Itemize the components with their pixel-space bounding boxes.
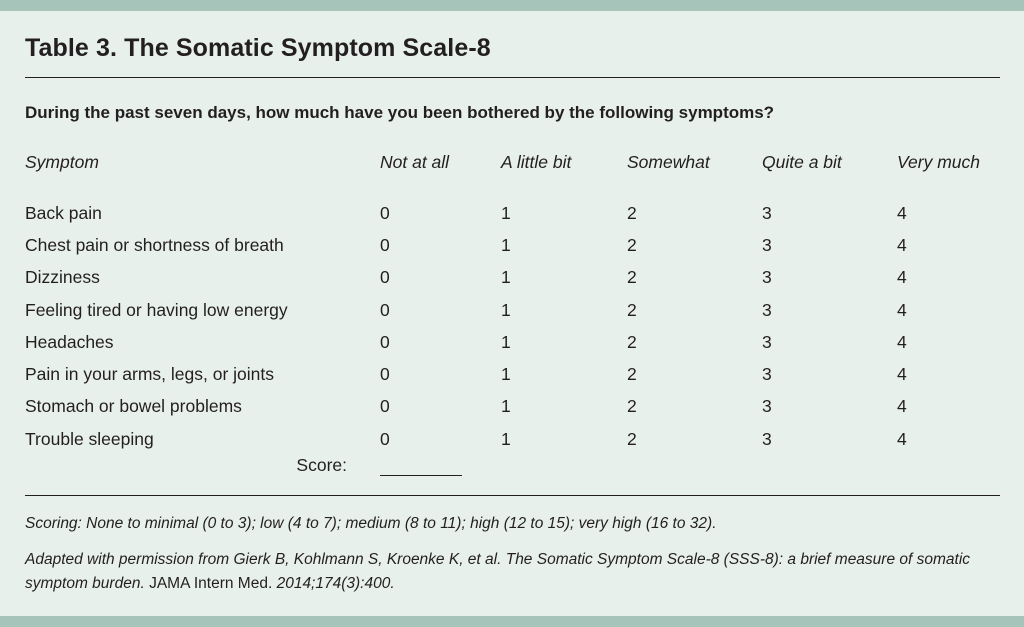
symptom-name: Headaches <box>25 331 114 352</box>
citation-details: 2014;174(3):400. <box>276 575 395 592</box>
score-blank-cell <box>380 455 501 476</box>
score-quite-a-bit: 3 <box>762 234 772 255</box>
table-title: Table 3. The Somatic Symptom Scale-8 <box>25 34 491 62</box>
score-somewhat: 2 <box>627 331 637 352</box>
score-a-little-bit: 1 <box>501 234 511 255</box>
symptom-name: Feeling tired or having low energy <box>25 299 288 320</box>
column-header-not-at-all: Not at all <box>380 151 450 172</box>
symptom-table <box>25 147 1000 476</box>
column-header-a-little-bit: A little bit <box>501 151 572 172</box>
table-row <box>25 358 1000 390</box>
score-quite-a-bit: 3 <box>762 299 772 320</box>
top-accent-band <box>0 0 1024 11</box>
symptom-name: Dizziness <box>25 267 100 288</box>
score-somewhat: 2 <box>627 234 637 255</box>
score-very-much: 4 <box>897 396 907 417</box>
score-not-at-all: 0 <box>380 267 390 288</box>
score-very-much: 4 <box>897 364 907 385</box>
score-quite-a-bit: 3 <box>762 428 772 449</box>
score-not-at-all: 0 <box>380 396 390 417</box>
score-quite-a-bit: 3 <box>762 396 772 417</box>
score-quite-a-bit: 3 <box>762 202 772 223</box>
score-a-little-bit: 1 <box>501 396 511 417</box>
bottom-accent-band <box>0 616 1024 627</box>
symptom-name: Stomach or bowel problems <box>25 396 242 417</box>
table-row <box>25 391 1000 423</box>
score-very-much: 4 <box>897 428 907 449</box>
score-somewhat: 2 <box>627 396 637 417</box>
adaptation-note <box>25 548 1005 596</box>
column-header-quite-a-bit: Quite a bit <box>762 151 842 172</box>
score-quite-a-bit: 3 <box>762 364 772 385</box>
score-not-at-all: 0 <box>380 428 390 449</box>
score-very-much: 4 <box>897 202 907 223</box>
score-somewhat: 2 <box>627 202 637 223</box>
score-somewhat: 2 <box>627 428 637 449</box>
table-row <box>25 423 1000 455</box>
score-very-much: 4 <box>897 331 907 352</box>
score-somewhat: 2 <box>627 299 637 320</box>
symptom-name: Trouble sleeping <box>25 428 154 449</box>
score-very-much: 4 <box>897 267 907 288</box>
symptom-name: Chest pain or shortness of breath <box>25 234 284 255</box>
score-row <box>25 455 1000 476</box>
score-a-little-bit: 1 <box>501 331 511 352</box>
score-not-at-all: 0 <box>380 331 390 352</box>
column-header-very-much: Very much <box>897 151 980 172</box>
column-header-somewhat: Somewhat <box>627 151 710 172</box>
adaptation-text: Adapted with permission from Gierk B, Kohlmann S, Kroenke K, et al. The Somatic Symptom Scale-8 (SSS-8): a brief measure of somatic symptom burden. <box>25 551 971 592</box>
score-quite-a-bit: 3 <box>762 267 772 288</box>
score-blank-line <box>380 455 462 476</box>
journal-name: JAMA Intern Med. <box>149 575 273 592</box>
table-bottom-divider <box>25 495 1000 496</box>
score-a-little-bit: 1 <box>501 202 511 223</box>
title-divider <box>25 77 1000 78</box>
score-quite-a-bit: 3 <box>762 331 772 352</box>
table-row <box>25 326 1000 358</box>
score-a-little-bit: 1 <box>501 428 511 449</box>
table-row <box>25 294 1000 326</box>
table-row <box>25 262 1000 294</box>
score-a-little-bit: 1 <box>501 267 511 288</box>
score-a-little-bit: 1 <box>501 299 511 320</box>
column-header-symptom: Symptom <box>25 151 99 172</box>
header-row <box>25 147 1000 177</box>
score-not-at-all: 0 <box>380 299 390 320</box>
score-somewhat: 2 <box>627 364 637 385</box>
score-a-little-bit: 1 <box>501 364 511 385</box>
scoring-note: Scoring: None to minimal (0 to 3); low (4 to 7); medium (8 to 11); high (12 to 15); very high (16 to 32). <box>25 515 717 532</box>
score-very-much: 4 <box>897 299 907 320</box>
score-not-at-all: 0 <box>380 234 390 255</box>
score-label: Score: <box>296 455 347 476</box>
table-row <box>25 229 1000 261</box>
score-very-much: 4 <box>897 234 907 255</box>
score-not-at-all: 0 <box>380 202 390 223</box>
table-row <box>25 197 1000 229</box>
symptom-name: Pain in your arms, legs, or joints <box>25 364 274 385</box>
score-somewhat: 2 <box>627 267 637 288</box>
header-spacer <box>25 177 1000 197</box>
score-not-at-all: 0 <box>380 364 390 385</box>
symptom-name: Back pain <box>25 202 102 223</box>
question-prompt: During the past seven days, how much have you been bothered by the following symptoms? <box>25 103 775 122</box>
